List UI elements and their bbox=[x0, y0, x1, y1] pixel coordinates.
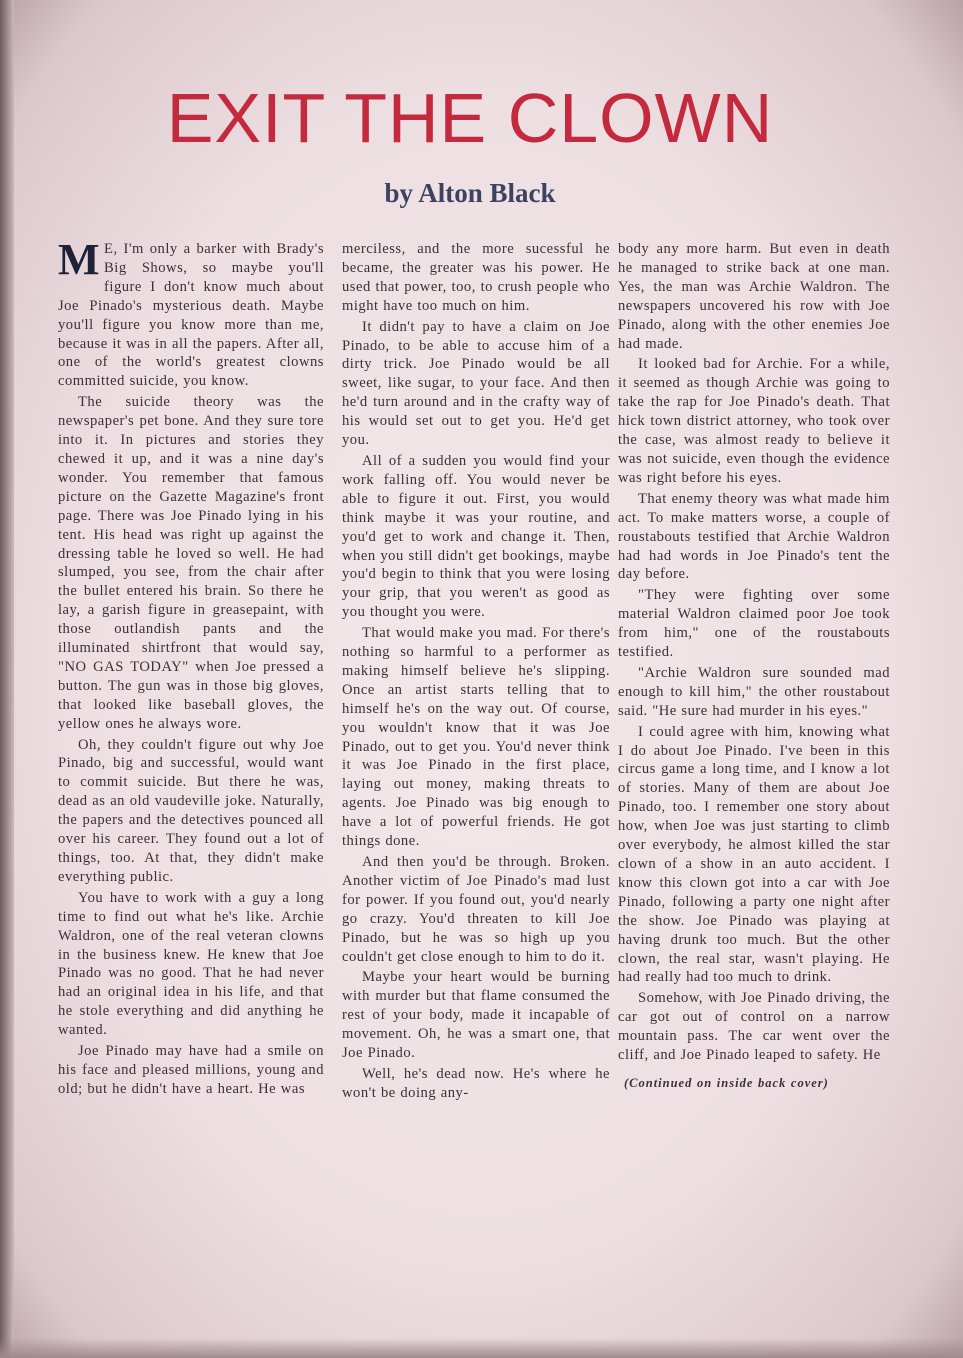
paragraph: "They were fighting over some material Waldron claimed poor Joe took from him," one of the roustabouts testified. bbox=[618, 587, 890, 661]
paragraph: Well, he's dead now. He's where he won't be doing any- bbox=[342, 1065, 610, 1101]
page-bottom-shadow bbox=[0, 1338, 963, 1358]
paragraph: That would make you mad. For there's nothing so harmful to a performer as making himself believe he's slipping. Once an artist starts telling that to himself he's on the way out. Of course, you wouldn't know that it was Joe Pinado, out to get you. You'd never think it was Joe Pinado in the first place, laying out money, making threats to agents. Joe Pinado was big enough to have a lot of powerful friends. He got things done. bbox=[342, 625, 610, 850]
paragraph: And then you'd be through. Broken. Another victim of Joe Pinado's mad lust for power. If you found out, you'd nearly go crazy. You'd threaten to kill Joe Pinado, but he was so high up you couldn't get close enough to him to do it. bbox=[342, 854, 610, 965]
drop-cap: M bbox=[58, 235, 101, 284]
paragraph: Somehow, with Joe Pinado driving, the car got out of control on a narrow mountain pass. The car went over the cliff, and Joe Pinado leaped to safety. He bbox=[618, 990, 890, 1064]
article-byline: by Alton Black bbox=[384, 178, 556, 208]
article-column-2 bbox=[342, 240, 610, 1105]
paragraph: It didn't pay to have a claim on Joe Pinado, to be able to accuse him of a dirty trick. Joe Pinado would be all sweet, like sugar, to your face. And then he'd turn around and in the crafty way of his would set out to get you. He'd get you. bbox=[342, 318, 610, 449]
paragraph: "Archie Waldron sure sounded mad enough to kill him," the other roustabout said. "He sure had murder in his eyes." bbox=[618, 664, 890, 719]
paragraph: All of a sudden you would find your work falling off. You would never be able to figure it out. First, you would think maybe it was your routine, and you'd get to work and change it. Then, when you still didn't get bookings, maybe you'd begin to think that you were losing your grip, that you weren't as good as you thought you were. bbox=[342, 452, 610, 621]
article-title: EXIT THE CLOWN bbox=[166, 79, 774, 157]
paragraph: body any more harm. But even in death he managed to strike back at one man. Yes, the man was Archie Waldron. The newspapers uncovered his row with Joe Pinado, along with the other enemies Joe had made. bbox=[618, 241, 890, 352]
paragraph: Oh, they couldn't figure out why Joe Pinado, big and successful, would want to commit suicide. But there he was, dead as an old vaudeville joke. Naturally, the papers and the detectives pounced all over his career. They found out a lot of things, too. At that, they didn't make everything public. bbox=[58, 736, 324, 885]
paragraph: merciless, and the more sucessful he became, the greater was his power. He used that power, too, to crush people who might have too much on him. bbox=[342, 241, 610, 314]
article-column-3 bbox=[618, 240, 890, 1091]
paragraph: Maybe your heart would be burning with murder but that flame consumed the rest of your body, made it incapable of movement. Oh, he was a smart one, that Joe Pinado. bbox=[342, 969, 610, 1062]
paragraph bbox=[58, 235, 324, 391]
paragraph: I could agree with him, knowing what I do about Joe Pinado. I've been in this circus game a long time, and I know a lot of stories. Many of them are about Joe Pinado, too. I remember one story about how, when Joe was just starting to climb over everybody, he almost killed the star clown of a show in an auto accident. I know this clown got into a car with Joe Pinado, following a party one night after the show. Joe Pinado was playing at having drunk too much. But the other clown, the real star, wasn't playing. He had really had too much to drink. bbox=[618, 723, 890, 986]
paragraph: You have to work with a guy a long time to find out what he's like. Archie Waldron, one of the real veteran clowns in the business knew. He knew that Joe Pinado was no good. That he had never had an original idea in his life, and that he stole everything and did anything he wanted. bbox=[58, 889, 324, 1039]
continued-note: (Continued on inside back cover) bbox=[624, 1075, 829, 1090]
article-column-1 bbox=[58, 235, 324, 1101]
paragraph-text: E, I'm only a barker with Brady's Big Shows, so maybe you'll figure I don't know much about Joe Pinado's mysterious death. Maybe you'll figure you know more than me, because it was in all the papers. After all, one of the world's greatest clowns committed suicide, you know. bbox=[58, 241, 324, 390]
paragraph: The suicide theory was the newspaper's pet bone. And they sure tore into it. In pictures and stories they chewed it up, and it was a nine day's wonder. You remember that famous picture on the Gazette Magazine's front page. There was Joe Pinado lying in his tent. His head was right up against the dressing table he loved so well. He had slumped, you see, from the chair after the bullet entered his brain. So there he lay, a garish figure in greasepaint, with those outlandish pants and the illuminated shirtfront that would say, "NO GAS TODAY" when Joe pressed a button. The gun was in those big gloves, that looked like baseball gloves, the yellow ones he always wore. bbox=[58, 394, 324, 732]
paragraph: That enemy theory was what made him act. To make matters worse, a couple of roustabouts testified that Archie Waldron had had words in Joe Pinado's tent the day before. bbox=[618, 490, 890, 583]
paragraph: Joe Pinado may have had a smile on his face and pleased millions, young and old; but he didn't have a heart. He was bbox=[58, 1043, 324, 1097]
paragraph: It looked bad for Archie. For a while, it seemed as though Archie was going to take the rap for Joe Pinado's death. That hick town district attorney, who took over the case, was almost ready to believe it was not suicide, even though the evidence was right before his eyes. bbox=[618, 356, 890, 486]
